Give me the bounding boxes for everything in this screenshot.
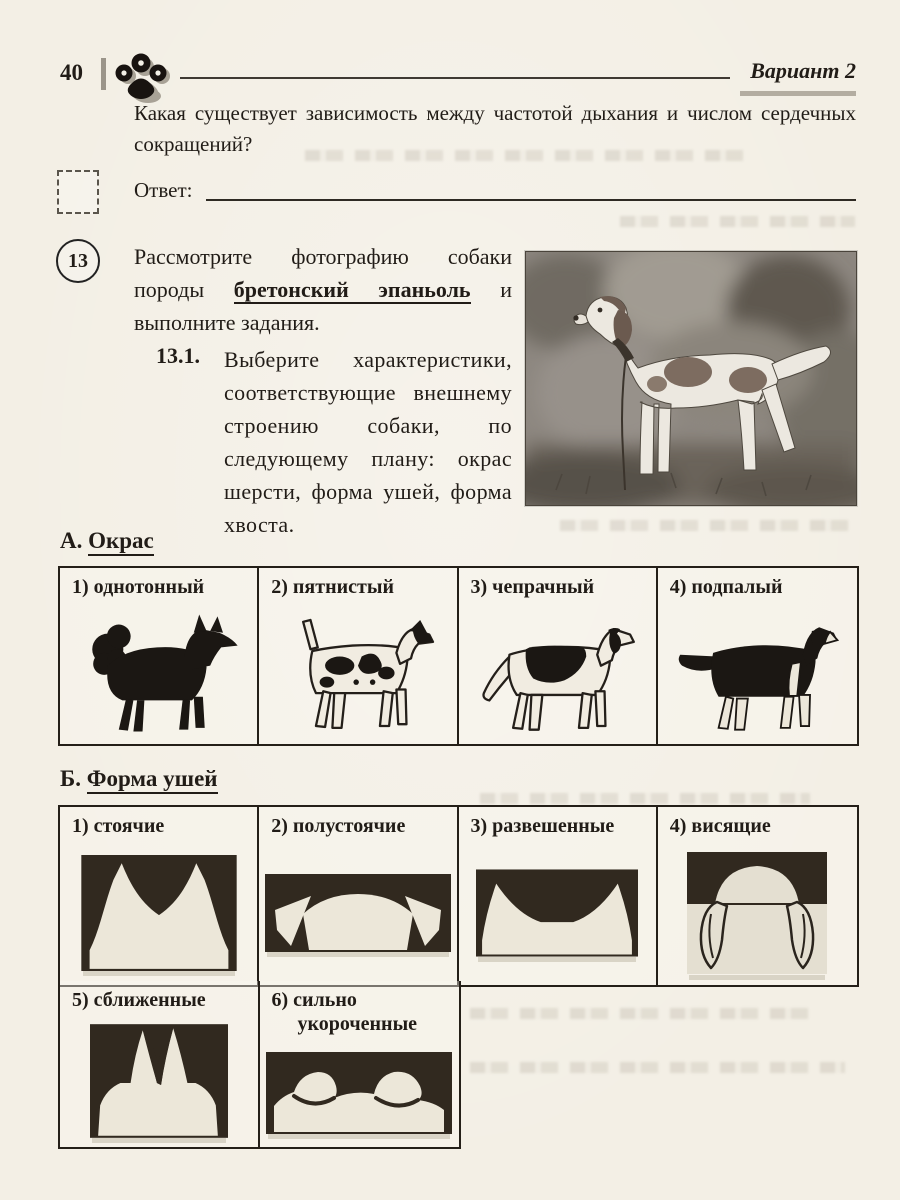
ear-options-table-row2 [58,981,461,1149]
task-intro [134,240,512,339]
ear-option-image [60,840,257,985]
cropped-ears-illustration [266,1052,452,1134]
semi-erect-ears-illustration [265,874,451,952]
brittany-spaniel-photo-illustration [526,252,856,505]
ear-option-label: 2) полустоячие [271,815,406,837]
paw-print-icon [110,50,178,104]
coat-option-label: 4) подпалый [669,576,783,598]
header-divider-bar [101,58,106,90]
ear-option-image [260,1038,460,1147]
hanging-ears-illustration [687,851,827,975]
page-bleed-artifact [480,793,810,804]
coat-option-label: 3) чепрачный [470,576,595,598]
page-number: 40 [60,60,83,85]
ear-option-wide-set [459,807,658,985]
dog-photo [525,251,857,506]
section-a-title: Окрас [88,528,154,556]
ear-option-label: 6) сильно укороченные [271,989,418,1035]
ear-options-table-row1 [58,805,859,987]
answer-label: Ответ: [134,178,193,202]
subtask-number: 13.1. [156,343,200,368]
section-a-letter: А. [60,528,83,553]
ear-option-label: 5) сближенные [72,989,206,1011]
ear-option-semi-erect [259,807,458,985]
dog-breed-name: бретонский эпаньоль [233,277,471,302]
page-bleed-artifact [470,1062,845,1073]
ear-option-cropped [260,981,460,1147]
coat-option-label: 1) однотонный [72,576,205,598]
question-text: Какая существует зависимость между частотой дыхания и числом сердечных сокращений? [134,101,856,156]
ear-option-image [459,840,656,985]
score-box [57,170,99,214]
page-bleed-artifact [620,216,855,227]
spotted-coat-dog-illustration [272,609,444,737]
subtask-text: Выберите характеристики, соответствующие внешнему строению собаки, по следующему плану: окрас шерсти, форма ушей, форма хвоста. [224,347,512,537]
ear-option-hanging [658,807,857,985]
coat-option-spotted [259,568,458,744]
page-bleed-artifact [560,520,855,531]
ear-option-image [60,1014,258,1147]
ear-option-close-set [60,981,260,1147]
coat-option-label: 2) пятнистый [271,576,394,598]
task-intro-after: и выполните задания. [134,277,512,335]
task-number-badge: 13 [56,239,100,283]
section-b-letter: Б. [60,766,81,791]
coat-option-image [60,601,257,744]
section-a-heading [60,528,154,554]
ear-option-label: 4) висящие [669,815,771,837]
variant-label: Вариант 2 [750,58,856,83]
coat-option-tan-point [658,568,857,744]
ear-option-erect [60,807,259,985]
coat-option-image [259,601,456,744]
variant-underline [740,91,856,96]
ear-option-label: 1) стоячие [72,815,165,837]
erect-ears-illustration [81,855,237,971]
ear-option-label: 3) развешенные [470,815,615,837]
tan-point-coat-dog-illustration [671,609,843,737]
wide-set-ears-illustration [476,869,638,957]
coat-option-solid [60,568,259,744]
section-b-title: Форма ушей [87,766,218,794]
close-set-ears-illustration [90,1024,228,1138]
solid-coat-dog-illustration [73,609,245,737]
coat-option-image [658,601,857,744]
coat-options-table [58,566,859,746]
ear-option-image [658,840,857,985]
task-intro-before: Рассмотрите фотографию собаки породы [134,244,512,302]
ear-option-image [259,840,456,985]
coat-option-image [459,601,656,744]
page-bleed-artifact [470,1008,810,1019]
saddle-coat-dog-illustration [471,609,643,737]
header-rule [180,77,730,79]
answer-blank-line [206,198,856,201]
section-b-heading [60,766,218,792]
coat-option-saddle [459,568,658,744]
